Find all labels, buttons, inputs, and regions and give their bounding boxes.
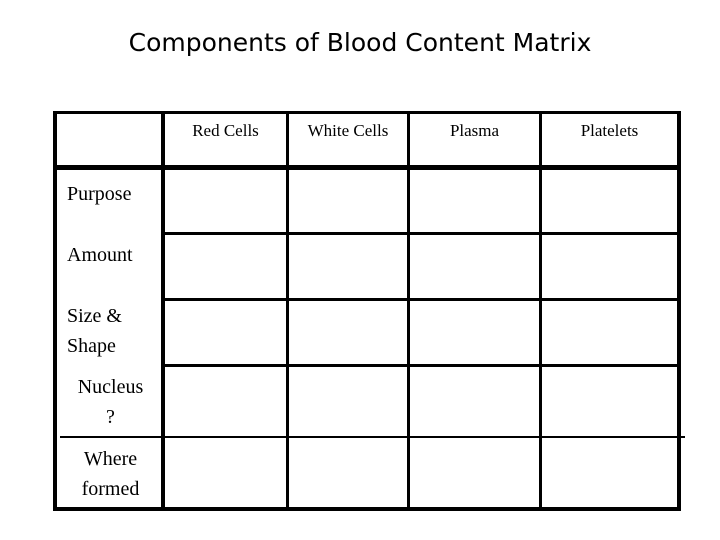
- row-label-line: Nucleus: [77, 376, 144, 398]
- column-header-plasma: Plasma: [449, 121, 500, 140]
- row-divider-2: [163, 298, 681, 301]
- row-divider-3: [163, 364, 681, 367]
- row-label-purpose: [67, 179, 131, 209]
- row-label-amount: [67, 240, 133, 270]
- table-top-border: [53, 111, 681, 114]
- row-label-line: Size &: [67, 305, 122, 327]
- matrix-cell: [410, 170, 539, 232]
- column-header-platelets: Platelets: [580, 121, 639, 140]
- table-left-border: [53, 111, 57, 511]
- row-label-line: formed: [81, 478, 140, 500]
- matrix-cell: [542, 170, 677, 232]
- table-bottom-border: [53, 507, 681, 511]
- column-header-red-cells: Red Cells: [192, 121, 259, 140]
- row-label-nucleus: [60, 372, 161, 432]
- row-divider-1: [163, 232, 681, 235]
- row-divider-4: [60, 436, 685, 438]
- row-label-line: Where: [83, 448, 138, 470]
- row-label-where-formed: [60, 444, 161, 504]
- row-label-line: Amount: [67, 244, 133, 266]
- column-header-white-cells: White Cells: [307, 121, 389, 140]
- table-right-border: [677, 111, 681, 511]
- matrix-cell: [289, 170, 407, 232]
- row-label-line: Shape: [67, 335, 116, 357]
- row-label-line: Purpose: [67, 183, 132, 205]
- matrix-cell: [165, 170, 286, 232]
- row-label-line: ?: [106, 406, 115, 428]
- row-label-size-shape: [67, 301, 122, 361]
- slide-title: Components of Blood Content Matrix: [128, 28, 592, 57]
